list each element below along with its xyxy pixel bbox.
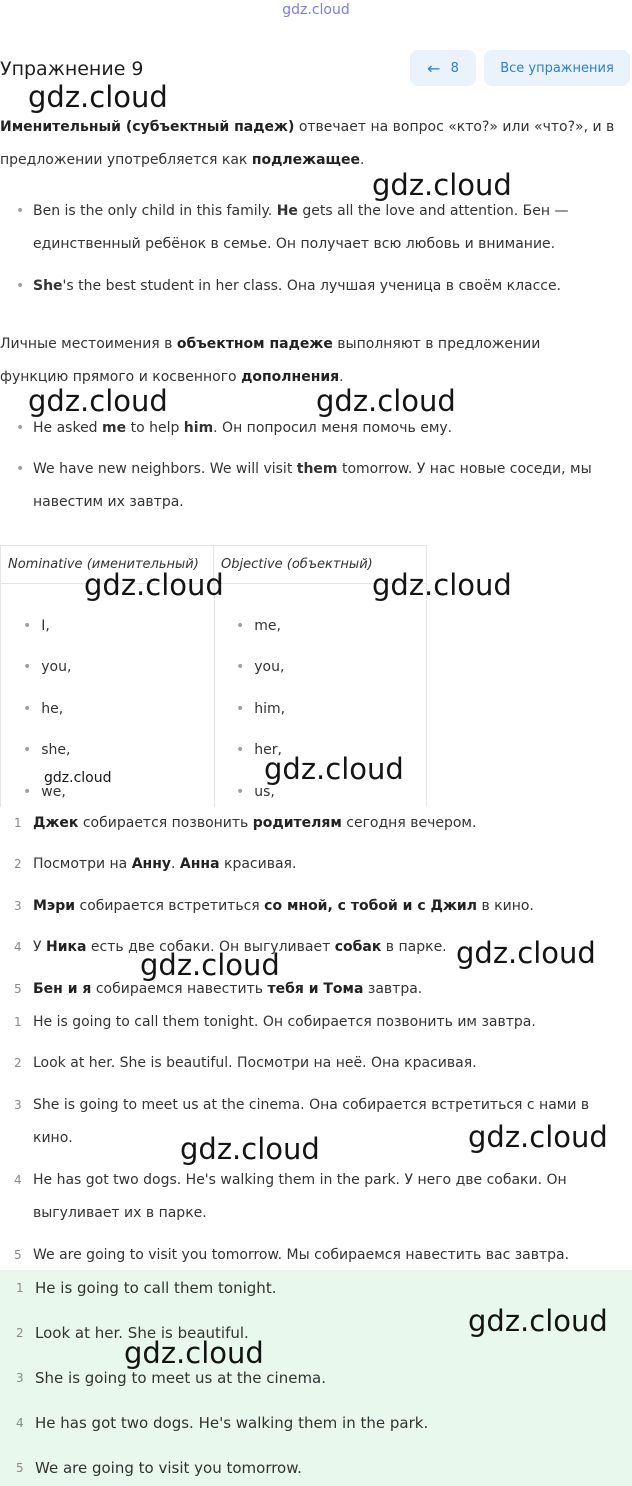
text: завтра. (363, 981, 423, 997)
all-exercises-button[interactable]: Все упражнения (484, 50, 630, 86)
text: He asked (33, 420, 103, 436)
task-text (33, 807, 628, 840)
text: gets all the love and attention. Бен — (297, 203, 569, 219)
text: отвечает на вопрос «кто?» или «что?», и в (294, 119, 615, 135)
watermark: gdz.cloud (84, 568, 224, 602)
bullet-icon: • (236, 784, 245, 800)
example-text (33, 270, 628, 303)
item-number: 3 (14, 899, 22, 913)
bold-term: Джек (33, 815, 79, 831)
bullet-icon: • (236, 659, 245, 675)
text: кино. (33, 1130, 73, 1146)
answer-text: Look at her. She is beautiful. (35, 1324, 249, 1342)
watermark: gdz.cloud (456, 936, 596, 970)
bold-term: Анна (179, 856, 220, 872)
bullet-icon: • (16, 420, 25, 436)
watermark: gdz.cloud (140, 948, 280, 982)
table-cell (23, 784, 66, 800)
table-cell (23, 701, 63, 717)
bold-term: подлежащее (251, 152, 361, 168)
text: Посмотри на (33, 856, 132, 872)
intro-paragraph-line (0, 144, 632, 177)
text: you, (41, 659, 72, 675)
watermark: gdz.cloud (28, 80, 168, 114)
text: есть две собаки. Он выгуливает (86, 939, 335, 955)
item-number: 2 (16, 1326, 24, 1340)
prev-exercise-button[interactable] (410, 50, 476, 86)
text: в парке. (381, 939, 447, 955)
bullet-icon: • (236, 701, 245, 717)
bold-term: родителям (252, 815, 342, 831)
bullet-icon: • (236, 618, 245, 634)
text: единственный ребёнок в семье. Он получает всю любовь и внимание. (33, 236, 556, 252)
table-header-nominative: Nominative (именительный) (1, 546, 214, 584)
table-cell (236, 701, 285, 717)
text: красивая. (219, 856, 297, 872)
task-text (33, 973, 628, 1006)
bold-term: Анну (131, 856, 172, 872)
bold-term: объектном падеже (176, 336, 333, 352)
table-cell (23, 618, 50, 634)
bold-term: Ника (45, 939, 87, 955)
example-text (33, 195, 628, 261)
item-number: 2 (14, 857, 22, 871)
watermark: gdz.cloud (372, 168, 512, 202)
task-text (33, 890, 628, 923)
answer-text: We are going to visit you tomorrow. (35, 1459, 302, 1477)
text: Ben is the only child in this family. (33, 203, 277, 219)
bullet-icon: • (16, 461, 25, 477)
item-number: 5 (16, 1461, 24, 1475)
watermark: gdz.cloud (28, 384, 168, 418)
translation-text: He is going to call them tonight. Он собирается позвонить им завтра. (33, 1014, 536, 1030)
item-number: 5 (14, 982, 22, 996)
item-number: 1 (16, 1281, 24, 1295)
bullet-icon: • (23, 659, 32, 675)
item-number: 1 (14, 1015, 22, 1029)
item-number: 4 (14, 940, 22, 954)
bold-term: дополнения (241, 369, 340, 385)
text: . (171, 856, 180, 872)
bullet-icon: • (23, 784, 32, 800)
bullet-icon: • (16, 203, 25, 219)
watermark: gdz.cloud (180, 1132, 320, 1166)
item-number: 5 (14, 1248, 22, 1262)
translation-text (33, 1164, 628, 1230)
text: He has got two dogs. He's walking them in the park. У него две собаки. Он (33, 1172, 567, 1188)
bold-term: со мной, с тобой и с Джил (264, 898, 477, 914)
text: him, (254, 701, 286, 717)
text: Личные местоимения в (0, 336, 177, 352)
bold-term: He (276, 203, 298, 219)
text: we, (41, 784, 66, 800)
intro-paragraph-line (0, 111, 632, 144)
bullet-icon: • (23, 618, 32, 634)
text: She is going to meet us at the cinema. Она собирается встретиться с нами в (33, 1097, 590, 1113)
item-number: 3 (14, 1098, 22, 1112)
text: собираемся навестить (91, 981, 268, 997)
text: to help (126, 420, 184, 436)
text: tomorrow. У нас новые соседи, мы (337, 461, 592, 477)
prev-exercise-label: 8 (450, 60, 459, 76)
text: 's the best student in her class. Она лучшая ученица в своём классе. (62, 278, 562, 294)
bold-term: him (183, 420, 214, 436)
watermark: gdz.cloud (372, 568, 512, 602)
translation-text: Look at her. She is beautiful. Посмотри на неё. Она красивая. (33, 1055, 477, 1071)
text: you, (254, 659, 285, 675)
item-number: 3 (16, 1371, 24, 1385)
bold-term: Именительный (субъектный падеж) (0, 119, 295, 135)
table-divider (214, 584, 215, 807)
bold-term: тебя и Тома (267, 981, 364, 997)
item-number: 2 (14, 1056, 22, 1070)
table-cell (23, 742, 71, 758)
bullet-icon: • (16, 278, 25, 294)
task-text (33, 848, 628, 881)
page-title: Упражнение 9 (0, 58, 144, 80)
text: выгуливает их в парке. (33, 1205, 207, 1221)
watermark: gdz.cloud (468, 1120, 608, 1154)
table-header-objective: Objective (объектный) (214, 546, 426, 584)
bullet-icon: • (23, 742, 32, 758)
example-text (33, 453, 628, 519)
bold-term: Бен и я (33, 981, 92, 997)
text: . (360, 152, 365, 168)
table-cell (236, 618, 281, 634)
answers-block (0, 1270, 632, 1486)
text: сегодня вечером. (341, 815, 477, 831)
site-logo[interactable]: gdz.cloud (282, 2, 350, 18)
translation-text: We are going to visit you tomorrow. Мы собираемся навестить вас завтра. (33, 1247, 570, 1263)
bold-term: Мэри (33, 898, 76, 914)
bold-term: me (102, 420, 127, 436)
item-number: 4 (14, 1173, 22, 1187)
text: в кино. (477, 898, 534, 914)
text: . (339, 369, 344, 385)
table-cell (236, 784, 275, 800)
text: us, (254, 784, 275, 800)
table-cell (23, 659, 71, 675)
text: . Он попросил меня помочь ему. (213, 420, 453, 436)
item-number: 4 (16, 1416, 24, 1430)
text: предложении употребляется как (0, 152, 252, 168)
arrow-left-icon: ← (427, 58, 441, 78)
watermark: gdz.cloud (316, 384, 456, 418)
answer-text: He has got two dogs. He's walking them in the park. (35, 1414, 429, 1432)
text: выполняют в предложении (332, 336, 541, 352)
text: навестим их завтра. (33, 494, 184, 510)
text: У (33, 939, 46, 955)
text: she, (41, 742, 71, 758)
bullet-icon: • (236, 742, 245, 758)
intro-paragraph-line (0, 328, 632, 361)
text: We have new neighbors. We will visit (33, 461, 297, 477)
table-cell (236, 659, 284, 675)
answer-text: He is going to call them tonight. (35, 1279, 277, 1297)
bullet-icon: • (23, 701, 32, 717)
text: собирается встретиться (75, 898, 265, 914)
text: I, (41, 618, 50, 634)
text: me, (254, 618, 281, 634)
watermark: gdz.cloud (44, 770, 112, 786)
bold-term: собак (334, 939, 382, 955)
bold-term: them (296, 461, 338, 477)
text: функцию прямого и косвенного (0, 369, 242, 385)
text: her, (254, 742, 282, 758)
bold-term: She (33, 278, 63, 294)
text: собирается позвонить (78, 815, 253, 831)
watermark: gdz.cloud (264, 752, 404, 786)
text: he, (41, 701, 64, 717)
watermark: gdz.cloud (124, 1336, 264, 1370)
answer-text: She is going to meet us at the cinema. (35, 1369, 327, 1387)
item-number: 1 (14, 816, 22, 830)
watermark: gdz.cloud (468, 1304, 608, 1338)
